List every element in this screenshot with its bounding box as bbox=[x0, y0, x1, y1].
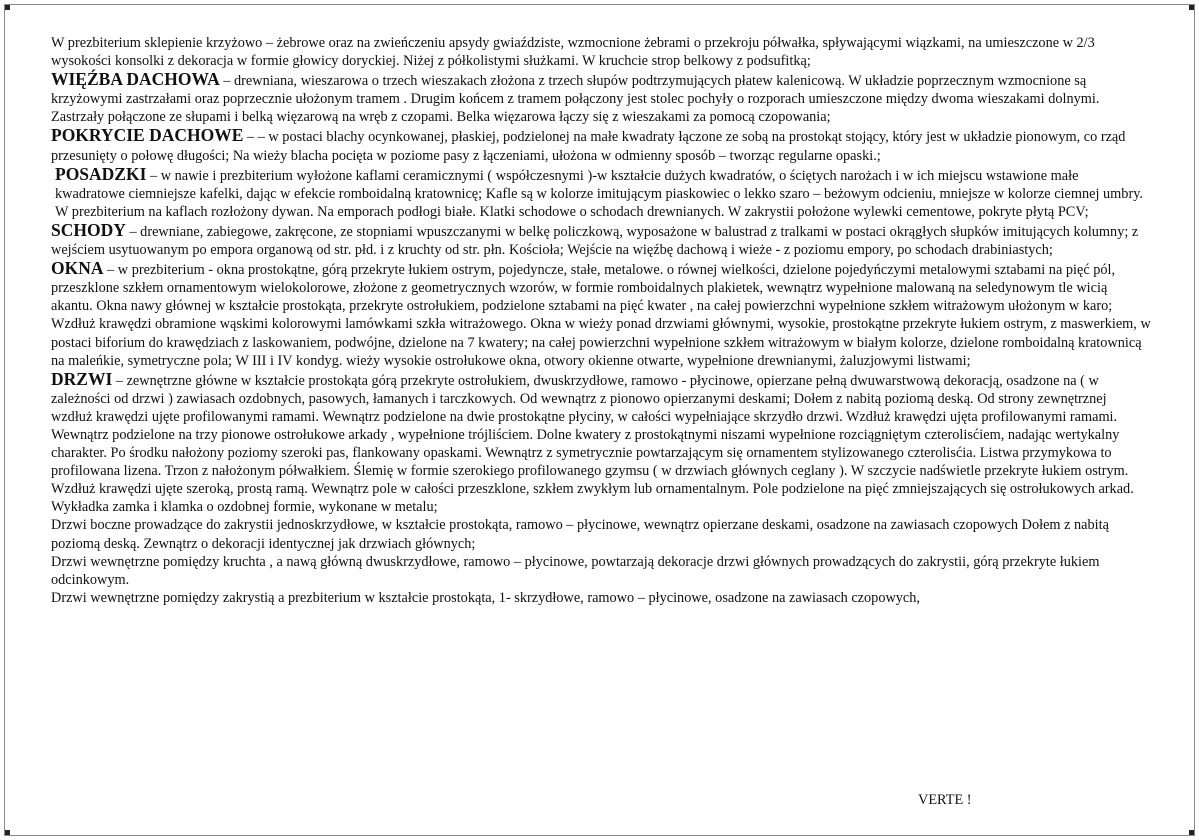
section-heading: WIĘŹBA DACHOWA bbox=[51, 69, 220, 90]
verte-note: VERTE ! bbox=[918, 792, 972, 808]
section-heading: POKRYCIE DACHOWE bbox=[51, 125, 244, 146]
corner-mark bbox=[5, 830, 10, 835]
paragraph-vaults bbox=[51, 34, 1151, 70]
corner-mark bbox=[5, 5, 10, 10]
paragraph-text: W prezbiterium sklepienie krzyżowo – żebrowe oraz na zwieńczeniu apsydy gwiaździste, wzmocnione żebrami o przekroju półwałka, spływającymi wiązkami, na umieszczone w 2/3 wysokości konsolki z dekoracja w formie głowicy doryckiej. Niżej z półkolistymi służkami. W kruchcie strop belkowy z podsufitką; bbox=[51, 35, 1095, 70]
paragraph-text: Drzwi wewnętrzne pomiędzy kruchta , a nawą główną dwuskrzydłowe, ramowo – płycinowe, powtarzają dekoracje drzwi głównych prowadzących do zakrystii, górą przekryte łukiem odcinkowym. bbox=[51, 553, 1100, 588]
paragraph-windows bbox=[51, 259, 1151, 370]
paragraph-doors bbox=[51, 370, 1151, 517]
paragraph-text: – drewniane, zabiegowe, zakręcone, ze stopniami wpuszczanymi w belkę policzkową, wyposażone w balustrad z tralkami w postaci okrągłych słupków imitujących kolumny; z wejściem usytuowanym po empora organową od str. płd. i z kruchty od str. płn. Kościoła; Wejście na więźbę dachową i wieże - z poziomu empory, po schodach drabiniastych; bbox=[51, 223, 1139, 259]
document-body bbox=[51, 34, 1151, 607]
section-heading: SCHODY bbox=[51, 219, 126, 240]
paragraph-roof-truss bbox=[51, 70, 1151, 126]
paragraph-roofing bbox=[51, 126, 1151, 164]
corner-mark bbox=[1189, 5, 1194, 10]
paragraph-floors bbox=[51, 165, 1151, 221]
paragraph-text: – w prezbiterium - okna prostokątne, górą przekryte łukiem ostrym, pojedyncze, stałe, metalowe. o równej wielkości, dzielone pojedyńczymi metalowymi sztabami na pięć pól, przeszklone szkłem ornamentowym wielokolorowe, złożone z geometrycznych wzorów, w formie romboidalnych plakietek, wewnątrz wypełnione malowaną na seledynowym tle wicią akantu. Okna nawy głównej w kształcie prostokąta, przekryte ostrołukiem, podzielone sztabami na pięć kwater , na całej powierzchni wypełnione szkłem witrażowym ułożonym w karo; Wzdłuż krawędzi obramione wąskimi kolorowymi lamówkami szkła witrażowego. Okna w wieży ponad drzwiami głównymi, wysokie, prostokątne przekryte łukiem ostrym, z maswerkiem, w postaci biforium do krawędziach z laskowaniem, podwójne, dzielone na 7 kwatery; na całej powierzchni wypełnione szkłem witrażowym w białym kolorze, dzielone romboidalną kratownicą na maleńkie, symetryczne pola; W III i IV kondyg. wieży wysokie ostrołukowe okna, otwory okienne otwarte, wypełnione drewnianymi, żaluzjowymi listwami; bbox=[51, 262, 1151, 369]
paragraph-text: – zewnętrzne główne w kształcie prostokąta górą przekryte ostrołukiem, dwuskrzydłowe, ramowo - płycinowe, opierzane pełną dwuwarstwową dekoracją, osadzone na ( w zależności od drzwi ) zawiasach ozdobnych, pasowych, łamanych i tarczkowych. Od wewnątrz z pionowo opierzanymi deskami; Dołem z nabitą poziomą deską. Od strony zewnętrznej wzdłuż krawędzi ujęte profilowanymi ramami. Wewnątrz podzielone na dwie prostokątne płyciny, w całości wypełniające skrzydło drzwi. Wzdłuż krawędzi ujęta profilowanymi ramami. Wewnątrz podzielone na trzy pionowe ostrołukowe arkady , wypełnione trójliściem. Dolne kwatery z prostokątnymi niszami wypełnione rozciągniętym czterolisćiem, nadając wertykalny charakter. Po środku nałożony poziomy szeroki pas, flankowany opaskami. Wewnątrz z symetrycznie powtarzającym się ornamentem stylizowanego czterolisćia. Listwa przymykowa to profilowana lizena. Trzon z nałożonym półwałkiem. Ślemię w formie szerokiego profilowanego gzymsu ( w drzwiach głównych ceglany ). W szczycie nadświetle przekryte łukiem ostrym. Wzdłuż krawędzi ujęte szeroką, prostą ramą. Wewnątrz pole w całości przeszklone, szkłem zwykłym lub ornamentalnym. Pole podzielone na pięć zmniejszających się ostrołukowych arkad. Wykładka zamka i klamka o ozdobnej formie, wykonane w metalu; bbox=[51, 372, 1134, 516]
paragraph-sacristy-doors bbox=[51, 589, 1151, 607]
section-heading: POSADZKI bbox=[55, 163, 147, 184]
section-heading: DRZWI bbox=[51, 368, 113, 389]
paragraph-text: – – w postaci blachy ocynkowanej, płaskiej, podzielonej na małe kwadraty łączone ze sobą na prostokąt stojący, który jest w układzie pionowym, co rząd przesunięty o połowę długości; Na wieży blacha pocięta w poziome pasy z łączeniami, ułożona w odmienny sposób – tworząc regularne opaski.; bbox=[51, 129, 1126, 164]
paragraph-text: – w nawie i prezbiterium wyłożone kaflami ceramicznymi ( współczesnymi )-w kształcie dużych kwadratów, o ściętych narożach i w ich miejscu wstawione małe kwadratowe ciemniejsze kafelki, dając w efekcie romboidalną kratownicę; Kafle są w kolorze imitującym piaskowiec o lekko szaro – beżowym odcieniu, mniejsze w kolorze ciemnej umbry. W prezbiterium na kaflach rozłożony dywan. Na emporach podłogi białe. Klatki schodowe o schodach drewnianych. W zakrystii położone wylewki cementowe, pokryte płytą PCV; bbox=[55, 167, 1144, 220]
corner-mark bbox=[1189, 830, 1194, 835]
section-heading: OKNA bbox=[51, 258, 104, 279]
paragraph-text: – drewniana, wieszarowa o trzech wieszakach złożona z trzech słupów podtrzymujących płatew kalenicową. W układzie poprzecznym wzmocnione są krzyżowymi zastrzałami oraz poprzecznie ułożonym tramem . Drugim końcem z tramem połączony jest stolec pochyły o rozporach umieszczone między dwoma wieszakami dolnymi. Zastrzały połączone ze słupami i belką więzarową na wręb z czopami. Belka więzarowa łączy się z wieszakami za pomocą czopowania; bbox=[51, 73, 1100, 126]
paragraph-stairs bbox=[51, 221, 1151, 259]
paragraph-text: Drzwi boczne prowadzące do zakrystii jednoskrzydłowe, w kształcie prostokąta, ramowo – płycinowe, wewnątrz opierzane deskami, osadzone na zawiasach czopowych Dołem z nabitą poziomą deską. Zewnątrz o dekoracji identycznej jak drzwiach głównych; bbox=[51, 517, 1109, 552]
paragraph-side-doors bbox=[51, 516, 1151, 552]
paragraph-text: Drzwi wewnętrzne pomiędzy zakrystią a prezbiterium w kształcie prostokąta, 1- skrzydłowe, ramowo – płycinowe, osadzone na zawiasach czopowych, bbox=[51, 589, 921, 606]
paragraph-inner-doors bbox=[51, 553, 1151, 589]
